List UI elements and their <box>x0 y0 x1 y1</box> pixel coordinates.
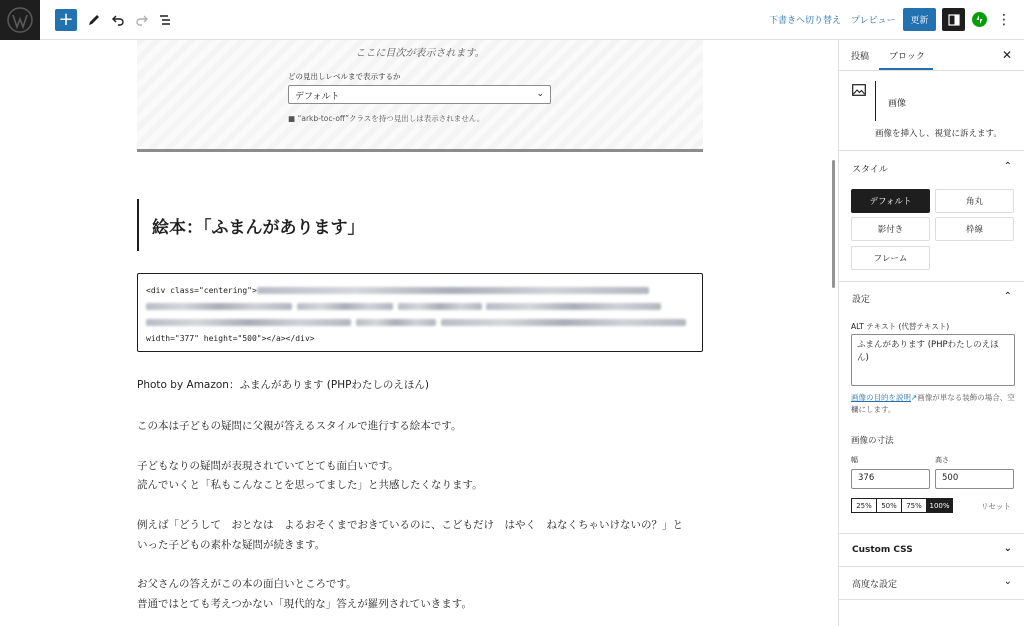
panel-divider <box>839 599 1024 600</box>
toc-note: ■ “arkb-toc-off”クラスを持つ見出しは表示されません。 <box>288 114 485 123</box>
style-frame-button[interactable]: フレーム <box>851 246 930 270</box>
blurred-code <box>146 303 292 310</box>
card-divider <box>875 81 876 121</box>
external-link-icon: ↗ <box>911 393 918 402</box>
code-line <box>146 283 694 299</box>
size-25-button[interactable]: 25% <box>852 499 877 512</box>
toc-level-select[interactable] <box>288 85 551 104</box>
switch-to-draft-button[interactable]: 下書きへ切り替え <box>769 16 842 26</box>
block-title: 画像 <box>888 99 907 109</box>
preview-button[interactable]: プレビュー <box>851 16 896 26</box>
paragraph[interactable]: いった子どもの素朴な疑問が続きます。 <box>137 539 326 551</box>
html-code-block[interactable] <box>137 273 703 352</box>
style-rounded-button[interactable]: 角丸 <box>935 189 1014 213</box>
height-input[interactable]: 500 <box>935 469 1014 489</box>
settings-panel-toggle[interactable] <box>839 282 1024 314</box>
chevron-down-icon: ⌄ <box>1003 576 1012 587</box>
chevron-down-icon: ⌄ <box>1003 543 1012 554</box>
settings-panel-title: 設定 <box>852 294 871 305</box>
toc-level-value: デフォルト <box>295 92 340 102</box>
paragraph-photo-credit[interactable]: Photo by Amazon：ふまんがあります (PHPわたしのえほん) <box>137 379 430 391</box>
code-line-prefix: <div class="centering"> <box>146 286 257 295</box>
size-100-button[interactable]: 100% <box>927 499 952 512</box>
custom-css-panel-toggle[interactable] <box>839 534 1024 566</box>
image-icon <box>852 84 866 96</box>
advanced-title: 高度な設定 <box>852 579 898 590</box>
heading-block[interactable]: 絵本：「ふまんがあります」 <box>137 199 365 251</box>
alt-help-text <box>851 392 1017 416</box>
alt-text-input[interactable]: ふまんがあります (PHPわたしのえほん) <box>851 334 1015 386</box>
style-panel-title: スタイル <box>852 164 888 175</box>
code-last-line: width="377" height="500"></a></div> <box>146 334 315 343</box>
width-input[interactable]: 376 <box>851 469 930 489</box>
editor-canvas <box>0 40 838 626</box>
settings-sidebar <box>838 40 1024 626</box>
block-card <box>839 71 1024 151</box>
style-shadow-button[interactable]: 影付き <box>851 217 930 241</box>
tab-post[interactable]: 投稿 <box>851 52 870 62</box>
blurred-code <box>486 303 661 310</box>
more-options-icon[interactable]: ⋮ <box>997 12 1011 28</box>
toc-block[interactable] <box>137 40 703 152</box>
close-icon[interactable]: ✕ <box>1002 48 1013 62</box>
alt-help-body: 画像が単なる装飾の場合、空欄にします。 <box>851 393 1015 414</box>
style-border-button[interactable]: 枠線 <box>935 217 1014 241</box>
update-button[interactable]: 更新 <box>903 8 936 31</box>
scrollbar-thumb[interactable] <box>832 160 835 288</box>
pen-tool-icon[interactable] <box>82 8 106 32</box>
blurred-code <box>398 303 482 310</box>
chevron-up-icon: ⌃ <box>1003 291 1012 302</box>
width-label: 幅 <box>851 456 858 464</box>
image-dimensions-label: 画像の寸法 <box>851 436 894 446</box>
add-block-button[interactable]: + <box>55 9 77 31</box>
top-toolbar <box>0 0 1024 40</box>
paragraph[interactable]: 子どもなりの疑問が表現されていてとても面白いです。 <box>137 460 399 472</box>
settings-sidebar-toggle-icon[interactable] <box>942 8 965 31</box>
advanced-panel-toggle[interactable] <box>839 567 1024 599</box>
alt-help-link[interactable]: 画像の目的を説明 <box>851 393 911 402</box>
size-75-button[interactable]: 75% <box>902 499 927 512</box>
size-percent-group <box>851 498 953 513</box>
code-line <box>146 299 694 315</box>
jetpack-icon[interactable] <box>972 12 987 27</box>
style-default-button[interactable]: デフォルト <box>851 189 930 213</box>
paragraph[interactable]: 読んでいくと「私もこんなことを思ってました」と共感したくなります。 <box>137 479 483 491</box>
reset-button[interactable]: リセット <box>981 502 1011 511</box>
sidebar-tabs <box>839 40 1024 71</box>
list-view-icon[interactable] <box>153 8 177 32</box>
paragraph[interactable]: この本は子どもの疑問に父親が答えるスタイルで進行する絵本です。 <box>137 420 462 432</box>
alt-text-label: ALT テキスト (代替テキスト) <box>851 322 950 331</box>
code-line <box>146 315 694 331</box>
blurred-code <box>441 319 686 326</box>
blurred-code <box>257 287 649 294</box>
wordpress-logo-icon[interactable] <box>0 0 40 40</box>
height-label: 高さ <box>935 456 949 464</box>
undo-icon[interactable] <box>106 8 130 32</box>
paragraph[interactable]: 普通ではとても考えつかない「現代的な」答えが羅列されていきます。 <box>137 598 472 610</box>
tab-block[interactable]: ブロック <box>889 52 925 62</box>
redo-icon[interactable] <box>130 8 154 32</box>
chevron-up-icon: ⌃ <box>1003 161 1012 172</box>
toc-placeholder: ここに目次が表示されます。 <box>355 48 485 59</box>
blurred-code <box>356 319 436 326</box>
size-50-button[interactable]: 50% <box>877 499 902 512</box>
chevron-down-icon: ⌄ <box>536 89 544 99</box>
blurred-code <box>146 319 351 326</box>
active-tab-indicator <box>879 68 933 70</box>
style-panel-toggle[interactable] <box>839 152 1024 184</box>
block-description: 画像を挿入し、視覚に訴えます。 <box>875 129 1002 139</box>
toc-level-label: どの見出しレベルまで表示するか <box>288 72 401 81</box>
paragraph[interactable]: お父さんの答えがこの本の面白いところです。 <box>137 578 357 590</box>
blurred-code <box>297 303 393 310</box>
custom-css-title: Custom CSS <box>852 545 913 555</box>
paragraph[interactable]: 例えば「どうして おとなは よるおそくまでおきているのに、こどもだけ はやく ねなくちゃいけないの？」と <box>137 519 683 531</box>
